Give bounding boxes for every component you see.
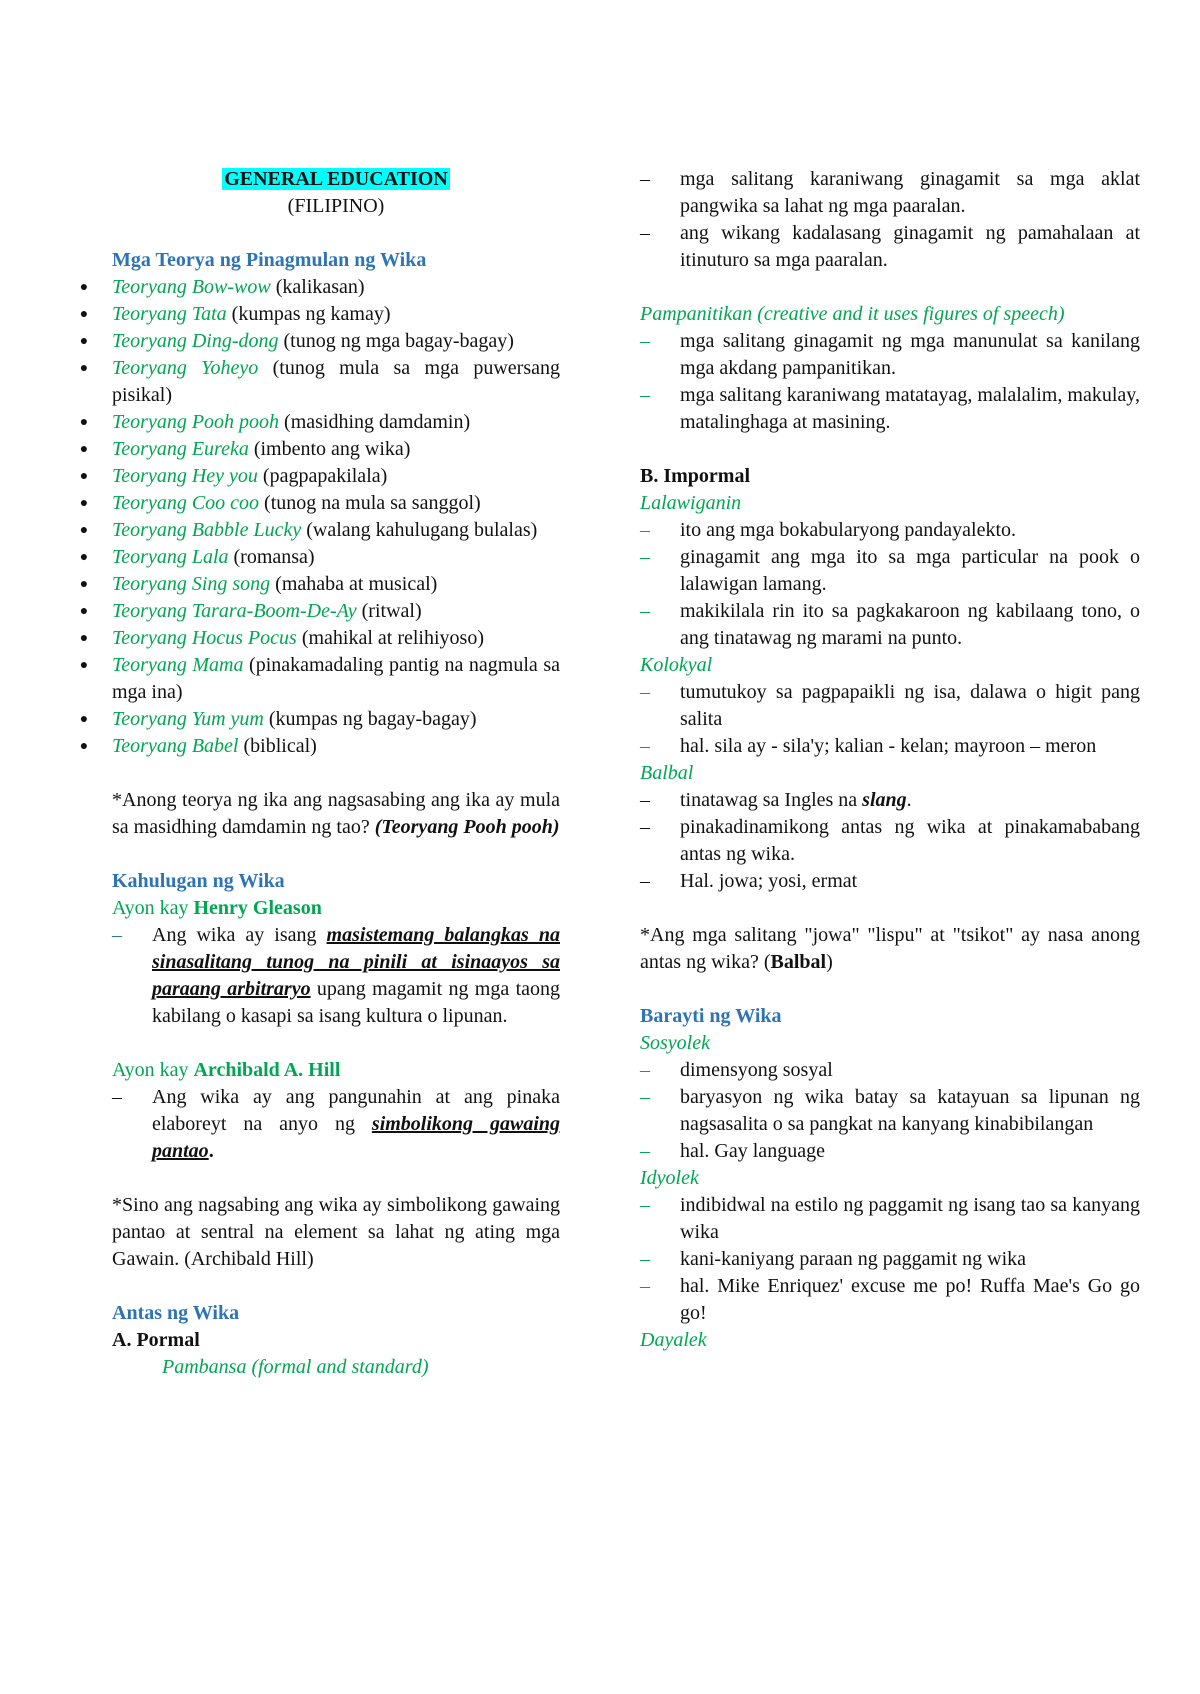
theory-desc: (walang kahulugang bulalas) [301, 519, 538, 541]
dash-marker: – [112, 1086, 122, 1108]
bullet-icon: ● [79, 550, 89, 565]
bullet-icon: ● [79, 739, 89, 754]
bullet-icon: ● [79, 712, 89, 727]
dash-marker: – [640, 870, 650, 892]
right-column [640, 166, 1140, 1354]
theory-item [79, 409, 560, 436]
theory-desc: (biblical) [238, 735, 317, 757]
dash-marker: – [640, 681, 650, 703]
theory-item [79, 490, 560, 517]
theory-name: Teoryang Yoheyo [112, 357, 259, 379]
hill-def-emphasis: simbolikong gawaing pantao [152, 1113, 560, 1162]
theory-name: Teoryang Eureka [112, 438, 249, 460]
bullet-icon: ● [79, 280, 89, 295]
dash-marker: – [640, 816, 650, 838]
question-3-text: *Ang mga salitang "jowa" "lispu" at "tsikot" ay nasa anong antas ng wika? ( [640, 924, 1140, 973]
bullet-icon: ● [79, 361, 89, 376]
dash-marker: – [640, 1059, 650, 1081]
document-title: GENERAL EDUCATION [224, 168, 448, 190]
list-item-text: kani-kaniyang paraan ng paggamit ng wika [680, 1248, 1026, 1270]
kahulugan-heading: Kahulugan ng Wika [112, 870, 285, 892]
bullet-icon: ● [79, 307, 89, 322]
theory-item [79, 355, 560, 409]
gleason-prefix: Ayon kay [112, 897, 194, 919]
pambansa-label: Pambansa (formal and standard) [162, 1356, 429, 1378]
list-item-text: tumutukoy sa pagpapaikli ng isa, dalawa o higit pang salita [680, 681, 1140, 730]
list-item-text: mga salitang ginagamit ng mga manunulat sa kanilang mga akdang pampanitikan. [680, 330, 1140, 379]
list-item-text: hal. Mike Enriquez' excuse me po! Ruffa Mae's Go go go! [680, 1275, 1140, 1324]
theory-desc: (mahaba at musical) [270, 573, 438, 595]
list-item-text: hal. sila ay - sila'y; kalian - kelan; mayroon – meron [680, 735, 1097, 757]
bullet-icon: ● [79, 442, 89, 457]
theory-name: Teoryang Yum yum [112, 708, 264, 730]
kolokyal-list [640, 679, 1140, 760]
list-item [640, 517, 1140, 544]
theory-name: Teoryang Ding-dong [112, 330, 279, 352]
dash-marker: – [112, 924, 122, 946]
hill-prefix: Ayon kay [112, 1059, 194, 1081]
theory-desc: (kalikasan) [270, 276, 365, 298]
list-item [640, 814, 1140, 868]
theory-name: Teoryang Tarara-Boom-De-Ay [112, 600, 357, 622]
list-item [640, 679, 1140, 733]
bullet-icon: ● [79, 631, 89, 646]
gleason-attribution [112, 895, 560, 922]
theory-desc: (masidhing damdamin) [279, 411, 471, 433]
pampanitikan-list [640, 328, 1140, 436]
theory-name: Teoryang Babel [112, 735, 239, 757]
theory-name: Teoryang Hocus Pocus [112, 627, 297, 649]
hill-name: Archibald A. Hill [193, 1059, 341, 1081]
theory-desc: (romansa) [228, 546, 315, 568]
sosyolek-list [640, 1057, 1140, 1165]
theory-name: Teoryang Tata [112, 303, 227, 325]
hill-def-part-b: . [208, 1140, 214, 1162]
list-item [640, 328, 1140, 382]
balbal-item-1-a: tinatawag sa Ingles na [680, 789, 863, 811]
bullet-icon: ● [79, 496, 89, 511]
pambansa-list [640, 166, 1140, 274]
antas-heading: Antas ng Wika [112, 1302, 240, 1324]
gleason-def-part-a: Ang wika ay isang [152, 924, 327, 946]
theories-heading: Mga Teorya ng Pinagmulan ng Wika [112, 249, 427, 271]
bullet-icon: ● [79, 604, 89, 619]
theory-desc: (imbento ang wika) [248, 438, 411, 460]
theory-item [79, 598, 560, 625]
slang-emphasis: slang [862, 789, 907, 811]
theory-list [79, 274, 560, 760]
dash-marker: – [640, 789, 650, 811]
theory-desc: (pinakamadaling pantig na nagmula sa mga ina) [112, 654, 560, 703]
theory-name: Teoryang Hey you [112, 465, 258, 487]
theory-name: Teoryang Lala [112, 546, 229, 568]
pampanitikan-label: Pampanitikan (creative and it uses figures of speech) [640, 303, 1065, 325]
bullet-icon: ● [79, 658, 89, 673]
theory-item [79, 517, 560, 544]
list-item-text: dimensyong sosyal [680, 1059, 833, 1081]
dash-marker: – [640, 1086, 650, 1108]
pormal-heading: A. Pormal [112, 1329, 200, 1351]
theory-desc: (ritwal) [356, 600, 422, 622]
theory-name: Teoryang Coo coo [112, 492, 260, 514]
dash-marker: – [640, 1194, 650, 1216]
question-3 [640, 922, 1140, 976]
list-item [640, 1138, 1140, 1165]
document-subtitle: (FILIPINO) [287, 195, 385, 217]
hill-attribution [112, 1057, 560, 1084]
idyolek-list [640, 1192, 1140, 1327]
dash-marker: – [640, 330, 650, 352]
theory-name: Teoryang Sing song [112, 573, 271, 595]
theory-desc: (pagpapakilala) [257, 465, 388, 487]
list-item [640, 868, 1140, 895]
bullet-icon: ● [79, 469, 89, 484]
question-1-answer: (Teoryang Pooh pooh) [374, 816, 560, 838]
bullet-icon: ● [79, 523, 89, 538]
gleason-def-part-b: upang magamit ng mga taong kabilang o kasapi sa isang kultura o lipunan. [152, 978, 560, 1027]
theory-desc: (kumpas ng kamay) [226, 303, 391, 325]
theory-item [79, 652, 560, 706]
list-item [640, 1084, 1140, 1138]
list-item-text: mga salitang karaniwang matatayag, malalalim, makulay, matalinghaga at masining. [680, 384, 1140, 433]
list-item [640, 1246, 1140, 1273]
list-item-text: baryasyon ng wika batay sa katayuan sa lipunan ng nagsasalita o sa pangkat na kanyang kinabibilangan [680, 1086, 1140, 1135]
question-1-text: *Anong teorya ng ika ang nagsasabing ang ika ay mula sa masidhing damdamin ng tao? [112, 789, 560, 838]
list-item-text: ginagamit ang mga ito sa mga particular na pook o lalawigan lamang. [680, 546, 1140, 595]
idyolek-label: Idyolek [640, 1167, 699, 1189]
theory-item [79, 544, 560, 571]
dash-marker: – [640, 1275, 650, 1297]
list-item-text: ito ang mga bokabularyong pandayalekto. [680, 519, 1017, 541]
hill-def-part-a: Ang wika ay ang pangunahin at ang pinaka elaboreyt na anyo ng [152, 1086, 560, 1135]
dash-marker: – [640, 600, 650, 622]
theory-name: Teoryang Babble Lucky [112, 519, 302, 541]
sosyolek-label: Sosyolek [640, 1032, 710, 1054]
theory-item [79, 733, 560, 760]
question-1 [112, 787, 560, 841]
theory-item [79, 328, 560, 355]
list-item [640, 544, 1140, 598]
theory-name: Teoryang Bow-wow [112, 276, 271, 298]
dash-marker: – [640, 168, 650, 190]
impormal-heading: B. Impormal [640, 465, 750, 487]
list-item [640, 787, 1140, 814]
theory-desc: (mahikal at relihiyoso) [296, 627, 484, 649]
barayti-heading: Barayti ng Wika [640, 1005, 782, 1027]
theory-desc: (tunog ng mga bagay-bagay) [278, 330, 514, 352]
left-column [79, 166, 560, 1381]
question-2: *Sino ang nagsabing ang wika ay simbolikong gawaing pantao at sentral na element sa lahat ng ating mga Gawain. (Archibald Hill) [112, 1194, 560, 1270]
list-item-text: Hal. jowa; yosi, ermat [680, 870, 858, 892]
lalawiganin-list [640, 517, 1140, 652]
theory-name: Teoryang Pooh pooh [112, 411, 280, 433]
dash-marker: – [640, 384, 650, 406]
dash-marker: – [640, 222, 650, 244]
list-item [640, 220, 1140, 274]
hill-definition [112, 1084, 560, 1165]
dash-marker: – [640, 1140, 650, 1162]
list-item [640, 733, 1140, 760]
dash-marker: – [640, 1248, 650, 1270]
lalawiganin-label: Lalawiganin [640, 492, 742, 514]
list-item-text: makikilala rin ito sa pagkakaroon ng kabilaang tono, o ang tinatawag ng marami na punto. [680, 600, 1140, 649]
dayalek-label: Dayalek [640, 1329, 707, 1351]
bullet-icon: ● [79, 334, 89, 349]
balbal-list [640, 814, 1140, 895]
theory-item [79, 274, 560, 301]
list-item-text: ang wikang kadalasang ginagamit ng pamahalaan at itinuturo sa mga paaralan. [680, 222, 1140, 271]
list-item [640, 1192, 1140, 1246]
theory-item [79, 436, 560, 463]
theory-desc: (kumpas ng bagay-bagay) [263, 708, 477, 730]
list-item-text: mga salitang karaniwang ginagamit sa mga aklat pangwika sa lahat ng mga paaralan. [680, 168, 1140, 217]
list-item [640, 1273, 1140, 1327]
list-item [640, 598, 1140, 652]
question-3-answer: Balbal [770, 951, 827, 973]
bullet-icon: ● [79, 415, 89, 430]
list-item [640, 166, 1140, 220]
theory-item [79, 706, 560, 733]
list-item-text: pinakadinamikong antas ng wika at pinakamababang antas ng wika. [680, 816, 1140, 865]
theory-item [79, 301, 560, 328]
list-item [640, 1057, 1140, 1084]
dash-marker: – [640, 735, 650, 757]
gleason-definition [112, 922, 560, 1030]
gleason-name: Henry Gleason [193, 897, 322, 919]
list-item [640, 382, 1140, 436]
theory-item [79, 625, 560, 652]
theory-item [79, 463, 560, 490]
bullet-icon: ● [79, 577, 89, 592]
document-title-line [112, 166, 560, 193]
kolokyal-label: Kolokyal [640, 654, 713, 676]
theory-desc: (tunog na mula sa sanggol) [259, 492, 481, 514]
question-3-close: ) [826, 951, 833, 973]
list-item-text: hal. Gay language [680, 1140, 825, 1162]
theory-desc: (tunog mula sa mga puwersang pisikal) [112, 357, 560, 406]
list-item-text: indibidwal na estilo ng paggamit ng isang tao sa kanyang wika [680, 1194, 1140, 1243]
balbal-item-1-b: . [906, 789, 912, 811]
theory-item [79, 571, 560, 598]
balbal-label: Balbal [640, 762, 694, 784]
dash-marker: – [640, 546, 650, 568]
theory-name: Teoryang Mama [112, 654, 244, 676]
gleason-def-emphasis: masistemang balangkas na sinasalitang tunog na pinili at isinaayos sa paraang arbitraryo [152, 924, 560, 1000]
dash-marker: – [640, 519, 650, 541]
